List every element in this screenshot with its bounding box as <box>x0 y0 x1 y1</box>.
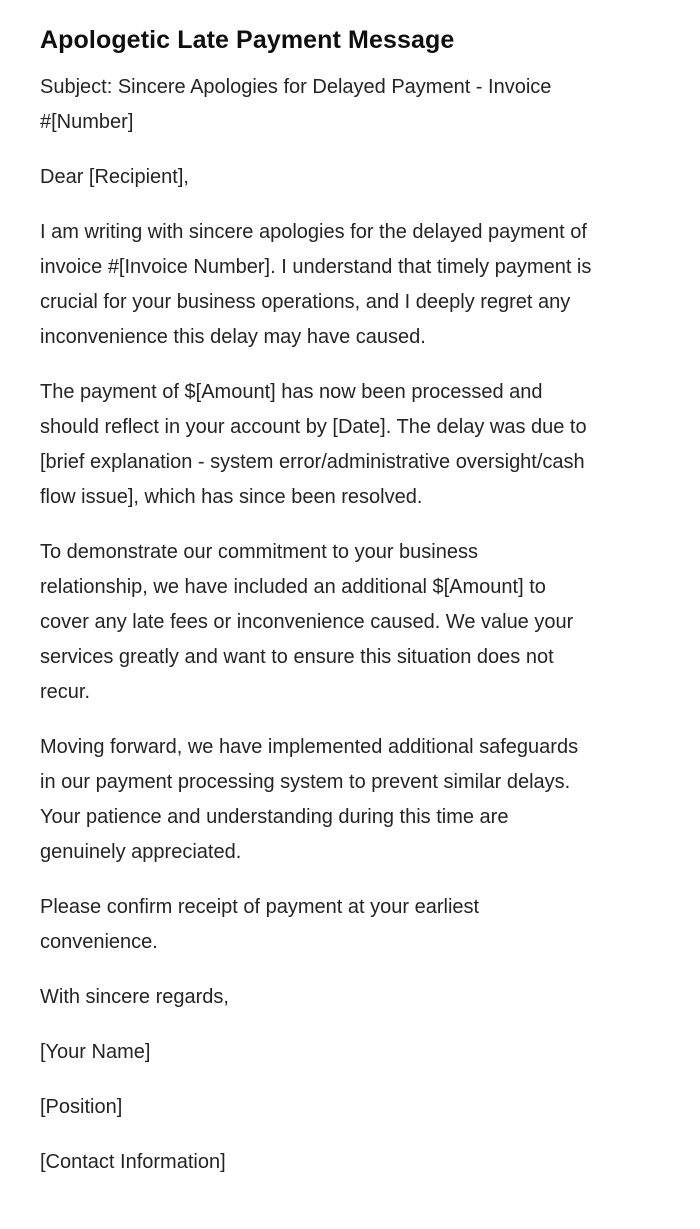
paragraph-line: With sincere regards, <box>40 986 229 1008</box>
paragraph <box>40 160 662 195</box>
paragraph <box>40 890 662 960</box>
paragraph-line: flow issue], which has since been resolved. <box>40 486 423 508</box>
paragraph-line: To demonstrate our commitment to your business <box>40 541 478 563</box>
paragraph-line: [brief explanation - system error/administrative oversight/cash <box>40 451 585 473</box>
paragraph-line: services greatly and want to ensure this situation does not <box>40 646 554 668</box>
paragraph-line: [Your Name] <box>40 1041 151 1063</box>
paragraph-line: [Contact Information] <box>40 1151 226 1173</box>
paragraph-line: Please confirm receipt of payment at your earliest <box>40 896 480 918</box>
paragraph <box>40 375 662 515</box>
paragraph-line: in our payment processing system to prevent similar delays. <box>40 771 571 793</box>
paragraph <box>40 730 662 870</box>
paragraph-line: Moving forward, we have implemented additional safeguards <box>40 736 579 758</box>
paragraph <box>40 1090 662 1125</box>
paragraph-line: invoice #[Invoice Number]. I understand that timely payment is <box>40 256 592 278</box>
paragraph-line: I am writing with sincere apologies for the delayed payment of <box>40 221 587 243</box>
document-body <box>40 70 662 1180</box>
document-title: Apologetic Late Payment Message <box>40 26 455 54</box>
paragraph-line: [Position] <box>40 1096 123 1118</box>
paragraph-line: should reflect in your account by [Date]. The delay was due to <box>40 416 587 438</box>
paragraph <box>40 535 662 710</box>
paragraph-line: inconvenience this delay may have caused. <box>40 326 426 348</box>
paragraph-line: genuinely appreciated. <box>40 841 242 863</box>
paragraph-line: Your patience and understanding during this time are <box>40 806 509 828</box>
paragraph-line: Dear [Recipient], <box>40 166 189 188</box>
paragraph <box>40 70 662 140</box>
paragraph-line: The payment of $[Amount] has now been processed and <box>40 381 543 403</box>
paragraph-line: crucial for your business operations, and I deeply regret any <box>40 291 571 313</box>
paragraph-line: convenience. <box>40 931 158 953</box>
paragraph-line: relationship, we have included an additional $[Amount] to <box>40 576 546 598</box>
paragraph-line: #[Number] <box>40 111 134 133</box>
paragraph <box>40 215 662 355</box>
paragraph-line: cover any late fees or inconvenience caused. We value your <box>40 611 574 633</box>
paragraph-line: Subject: Sincere Apologies for Delayed Payment - Invoice <box>40 76 552 98</box>
paragraph <box>40 1145 662 1180</box>
paragraph-line: recur. <box>40 681 91 703</box>
paragraph <box>40 1035 662 1070</box>
paragraph <box>40 980 662 1015</box>
